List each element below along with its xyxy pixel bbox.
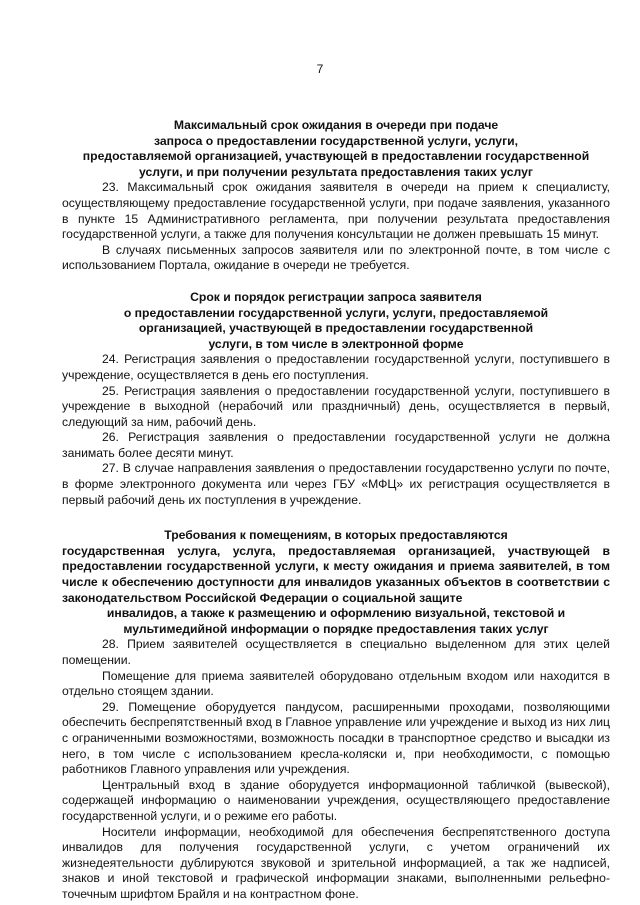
paragraph-24: 24. Регистрация заявления о предоставлении государственной услуги, поступившего в учреждение, осуществляется в день его поступления. [62, 352, 610, 382]
heading-line: государственная услуга, услуга, предоставляемая организацией, участвующей в предоставлении государственной услуги, к месту ожидания и приема заявителей, в том числе к обеспечению доступности для инвалидов указанных объектов в соответствии с законодательством Российской Федерации о социальной защите [62, 543, 610, 605]
heading-line: Срок и порядок регистрации запроса заявителя [190, 289, 482, 304]
heading-line: услуги, и при получении результата предоставления таких услуг [139, 164, 533, 179]
heading-line: инвалидов, а также к размещению и оформлению визуальной, текстовой и [106, 606, 566, 621]
section-heading-premises [62, 528, 610, 637]
heading-line: Максимальный срок ожидания в очереди при подаче [173, 118, 499, 132]
document-body [62, 118, 610, 903]
heading-line: мультимедийной информации о порядке предоставления таких услуг [123, 621, 549, 636]
paragraph-23: 23. Максимальный срок ожидания заявителя в очереди на прием к специалисту, осуществляющему предоставление государственной услуги, при подаче заявления, указанного в пункте 15 Административного регламента, при получении результата предоставления государственной услуги, а также для получения консультации не должен превышать 15 минут. [62, 180, 610, 242]
paragraph-27: 27. В случае направления заявления о предоставлении государственно услуги по почте, в форме электронного документа или через ГБУ «МФЦ» их регистрация осуществляется в первый рабочий день их поступления в учреждение. [62, 461, 610, 507]
heading-line: Требования к помещениям, в которых предоставляются [164, 528, 508, 543]
paragraph-26: 26. Регистрация заявления о предоставлении государственной услуги не должна занимать более десяти минут. [62, 430, 610, 460]
paragraph-23-note: В случаях письменных запросов заявителя или по электронной почте, в том числе с использованием Портала, ожидание в очереди не требуется. [62, 242, 610, 273]
paragraph-28-entrance: Помещение для приема заявителей оборудовано отдельным входом или находится в отдельно стоящем здании. [62, 668, 610, 699]
section-heading-queue-time [62, 118, 610, 180]
section-heading-registration [62, 290, 610, 352]
heading-line: о предоставлении государственной услуги, услуги, предоставляемой [123, 305, 549, 320]
heading-line: услуги, в том числе в электронной форме [208, 336, 464, 351]
paragraph-29: 29. Помещение оборудуется пандусом, расширенными проходами, позволяющими обеспечить беспрепятственный вход в Главное управление или учреждение и выход из них лиц с ограниченными возможностями, возможность посадки в транспортное средство и высадки из него, в том числе с использованием кресла-коляски и, при необходимости, с помощью работников Главного управления или учреждения. [62, 699, 610, 777]
paragraph-29-signage: Центральный вход в здание оборудуется информационной табличкой (вывеской), содержащей информацию о наименовании учреждения, осуществляющего предоставление государственной услуги, и о режиме его работы. [62, 777, 610, 823]
paragraph-28: 28. Прием заявителей осуществляется в специально выделенном для этих целей помещении. [62, 637, 610, 667]
heading-line: запроса о предоставлении государственной услуги, услуги, [153, 133, 519, 148]
paragraph-25: 25. Регистрация заявления о предоставлении государственной услуги, поступившего в учреждение в выходной (нерабочий или праздничный) день, осуществляется в первый, следующий за ним, рабочий день. [62, 383, 610, 429]
page-number: 7 [316, 62, 324, 76]
heading-line: организацией, участвующей в предоставлении государственной [138, 321, 534, 336]
heading-line: предоставляемой организацией, участвующей в предоставлении государственной [82, 149, 590, 164]
paragraph-29-braille: Носители информации, необходимой для обеспечения беспрепятственного доступа инвалидов для получения государственной услуги, с учетом ограничений их жизнедеятельности дублируются звуковой и зрительной информацией, а так же надписей, знаков и иной текстовой и графической информации знаками, выполненными рельефно-точечным шрифтом Брайля и на контрастном фоне. [62, 824, 610, 901]
